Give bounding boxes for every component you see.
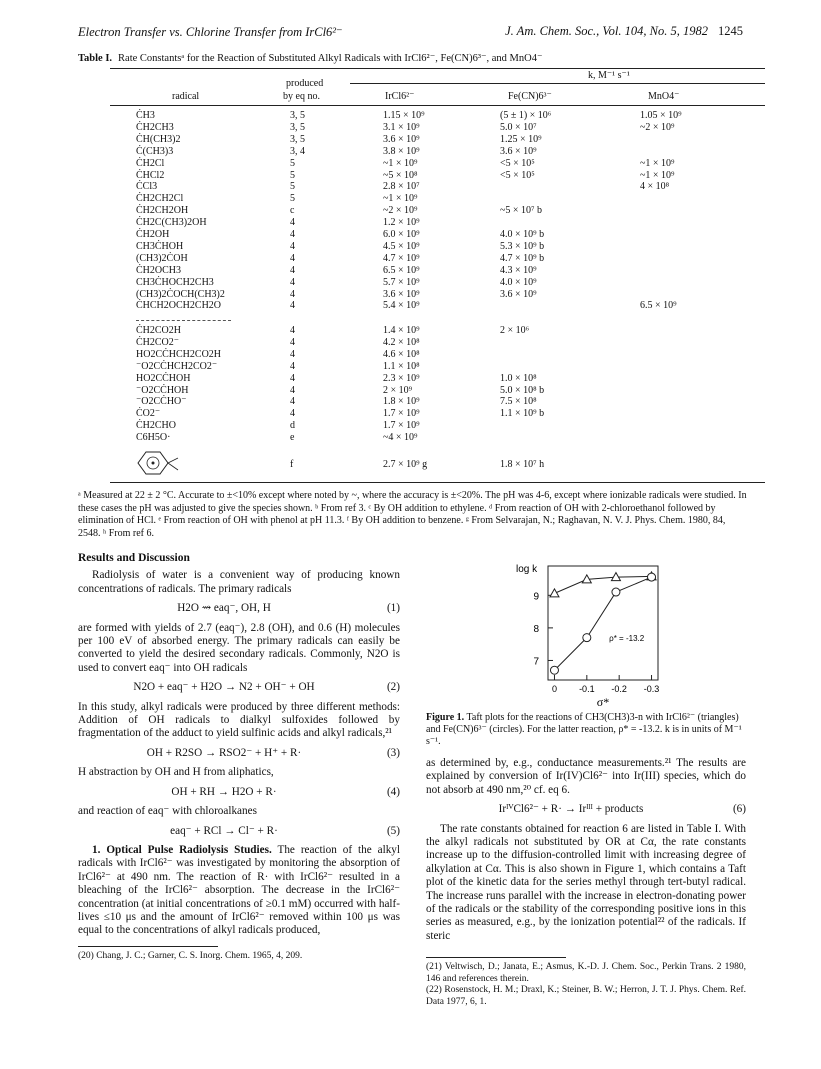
table-cell-eq: 5 <box>290 169 295 181</box>
table-cell-eq: 4 <box>290 384 295 396</box>
table-cell-eq: 4 <box>290 408 295 420</box>
rho-annotation: ρ* = -13.2 <box>609 633 645 643</box>
table-cell-fe: <5 × 10⁵ <box>500 157 535 169</box>
x-tick-label: 0 <box>551 684 557 694</box>
y-tick-label: 9 <box>533 591 539 603</box>
circle-point <box>612 588 620 596</box>
cyclohexadienyl-structure <box>130 448 182 478</box>
table-cell-radical: (CH3)2ĊOH <box>136 252 188 264</box>
produced-header: produced <box>286 78 324 89</box>
table-cell-fe: 4.3 × 10⁹ <box>500 264 537 276</box>
plot-frame <box>548 566 658 680</box>
x-axis-label: σ* <box>596 695 610 708</box>
table-cell-radical: ĊH2C(CH3)2OH <box>136 217 207 229</box>
y-axis-label: log k <box>516 564 538 575</box>
table-cell-ir: 4.6 × 10⁸ <box>383 348 420 360</box>
x-tick-label: -0.2 <box>611 684 627 694</box>
table-cell-eq: 4 <box>290 288 295 300</box>
table-cell-ir: 1.2 × 10⁹ <box>383 217 420 229</box>
table-cell-radical: ĊHCH2OCH2CH2O <box>136 300 222 312</box>
equation-1 <box>78 602 400 615</box>
running-header-right <box>505 24 743 39</box>
table-cell-eq: 4 <box>290 229 295 240</box>
table-cell-fe: 5.0 × 10⁷ <box>500 121 537 133</box>
cyclo-ir: 2.7 × 10⁹ g <box>383 459 428 470</box>
table-cell-mn: 4 × 10⁸ <box>640 181 670 193</box>
equation-text: IrᴵⱽCl6²⁻ + R· → Irᴵᴵᴵ + products <box>498 803 644 816</box>
table-cell-eq: 4 <box>290 252 295 264</box>
fecn6-header: Fe(CN)6³⁻ <box>508 91 552 102</box>
table-cell-ir: 6.0 × 10⁹ <box>383 229 420 240</box>
table-cell-radical: ĊH2Cl <box>136 157 165 169</box>
equation-3 <box>78 747 400 760</box>
table-cell-eq: c <box>290 205 295 217</box>
table-cell-eq: 4 <box>290 300 295 312</box>
equation-number: (2) <box>386 681 400 694</box>
table-cell-radical: CH3ĊHOH <box>136 240 184 252</box>
table-cell-eq: 5 <box>290 157 295 169</box>
table-cell-mn: 6.5 × 10⁹ <box>640 300 677 312</box>
paragraph <box>78 844 400 938</box>
table-cell-fe: 3.6 × 10⁹ <box>500 288 537 300</box>
reference-20: (20) Chang, J. C.; Garner, C. S. Inorg. Chem. 1965, 4, 209. <box>78 950 303 961</box>
table-cell-fe: 5.0 × 10⁸ b <box>500 384 545 396</box>
table-cell-eq: e <box>290 432 295 444</box>
y-tick-label: 8 <box>533 623 539 635</box>
table-cell-eq: 4 <box>290 240 295 252</box>
section-title: Results and Discussion <box>78 552 190 564</box>
table-cell-mn: ~1 × 10⁹ <box>640 169 675 181</box>
equation-4 <box>78 786 400 799</box>
table-cell-ir: 3.6 × 10⁹ <box>383 288 420 300</box>
figure-label: Figure 1. <box>426 712 465 723</box>
reference-21: (21) Veltwisch, D.; Janata, E.; Asmus, K.-D. J. Chem. Soc., Perkin Trans. 2 1980, 146 and references therein. <box>426 962 746 984</box>
left-column <box>78 552 400 962</box>
table-cell-radical: ĊH2OH <box>136 229 170 240</box>
table-cell-ir: ~4 × 10⁹ <box>383 432 418 444</box>
cyclo-eq: f <box>290 459 294 470</box>
table-cell-ir: 2.8 × 10⁷ <box>383 181 420 193</box>
reference-22: (22) Rosenstock, H. M.; Draxl, K.; Steiner, B. W.; Herron, J. T. J. Phys. Chem. Ref. Data 1977, 6, 1. <box>426 985 746 1007</box>
table-cell-ir: 2 × 10⁹ <box>383 384 413 396</box>
paragraph: as determined by, e.g., conductance measurements.²¹ The results are explained by conversion of Ir(IV)Cl6²⁻ into Ir(III) species, which do not absorb at 490 nm,²⁰ cf. eq 6. <box>426 757 746 796</box>
table-cell-fe: ~5 × 10⁷ b <box>500 205 543 217</box>
table-cell-eq: 4 <box>290 276 295 288</box>
table-cell-radical: ĊH2CH3 <box>136 121 174 133</box>
equation-number: (5) <box>386 824 400 837</box>
equation-5 <box>78 825 400 838</box>
triangle-series-line <box>554 576 651 593</box>
subsection-title: 1. Optical Pulse Radiolysis Studies. <box>92 843 272 856</box>
table-cell-eq: 4 <box>290 348 295 360</box>
table-cell-ir: 4.5 × 10⁹ <box>383 240 420 252</box>
units-header: k, M⁻¹ s⁻¹ <box>588 70 630 81</box>
paragraph: and reaction of eaq⁻ with chloroalkanes <box>78 805 257 818</box>
table-cell-ir: 1.4 × 10⁹ <box>383 325 420 336</box>
table-cell-eq: 3, 5 <box>290 133 305 145</box>
journal-citation: J. Am. Chem. Soc., Vol. 104, No. 5, 1982 <box>505 24 708 38</box>
table-cell-fe: 1.25 × 10⁹ <box>500 133 542 145</box>
table-cell-radical: ĊH2CH2Cl <box>136 193 184 205</box>
triangle-point <box>550 589 559 597</box>
table-cell-ir: 1.7 × 10⁹ <box>383 408 420 420</box>
table-cell-ir: 4.2 × 10⁸ <box>383 336 420 348</box>
table-cell-radical: ĊH(CH3)2 <box>136 133 181 145</box>
table-cell-ir: 1.15 × 10⁹ <box>383 110 425 121</box>
table-cell-ir: ~2 × 10⁹ <box>383 205 418 217</box>
table-cell-radical: CH3ĊHOCH2CH3 <box>136 276 214 288</box>
table-cell-fe: 1.0 × 10⁸ <box>500 372 537 384</box>
table-cell-radical: (CH3)2ĊOCH(CH3)2 <box>136 288 225 300</box>
x-tick-label: -0.3 <box>643 684 660 694</box>
table-cell-fe: <5 × 10⁵ <box>500 169 535 181</box>
table-cell-radical: C6H5O· <box>136 432 171 444</box>
units-rule <box>350 83 765 84</box>
paragraph: In this study, alkyl radicals were produced by three different methods: Addition of OH radicals to dialkyl sulfoxides followed by fragmentation of the adduct to yield sulfinic acids and alkyl radicals,²¹ <box>78 700 400 740</box>
table-cell-ir: 2.3 × 10⁹ <box>383 372 420 384</box>
equation-number: (3) <box>386 746 400 759</box>
table-cell-eq: 4 <box>290 336 295 348</box>
table-cell-fe: 7.5 × 10⁸ <box>500 396 537 408</box>
group-divider <box>136 320 231 321</box>
figure-caption <box>426 712 748 748</box>
table-cell-ir: 1.7 × 10⁹ <box>383 420 420 432</box>
header-bottom-rule <box>110 105 765 106</box>
table-cell-radical: Ċ(CH3)3 <box>136 145 174 157</box>
table-bottom-rule <box>110 482 765 483</box>
table-cell-fe: 2 × 10⁶ <box>500 325 530 336</box>
circle-point <box>648 573 656 581</box>
running-header-left: Electron Transfer vs. Chlorine Transfer from IrCl6²⁻ <box>78 25 343 39</box>
table-cell-radical: ĊHCl2 <box>136 169 165 181</box>
figure-caption-text: Taft plots for the reactions of CH3(CH3)3-n with IrCl6²⁻ (triangles) and Fe(CN)6³⁻ (circles). For the latter reaction, ρ* = -13.2. k is in units of M⁻¹ s⁻¹. <box>426 712 742 747</box>
table-cell-ir: 5.4 × 10⁹ <box>383 300 420 312</box>
table-cell-eq: 4 <box>290 360 295 372</box>
table-cell-radical: ĊH2CHO <box>136 420 177 432</box>
table-footnotes: ᵃ Measured at 22 ± 2 °C. Accurate to ±<10% except where noted by ~, where the accuracy is ±<20%. The pH was 4-6, except where ionizable radicals were studied. In these cases the pH was adjusted to give the species shown. ᵇ From ref 3. ᶜ By OH addition to ethylene. ᵈ From reaction of OH with 2-chloroethanol followed by elimination of HCl. ᵉ From reaction of OH with phenol at pH 11.3. ᶠ By OH addition to benzene. ᵍ From Selvarajan, N.; Raghavan, N. V. J. Phys. Chem. 1980, 84, 2548. ʰ From ref 6. <box>78 490 747 539</box>
paragraph: The rate constants obtained for reaction 6 are listed in Table I. With the alkyl radicals not substituted by OR at Cα, the rate constants increase up to the diffusion-controlled limit with increasing degree of alkylation at Cα. This is also shown in Figure 1, which contains a Taft plot of the kinetic data for the series methyl through tert-butyl radical. The increase runs parallel with the increase in electron-donating power of the radicals or the stability of the corresponding positive ions in this series as measured, e.g., by the ionization potential²² of the radicals. If steric <box>426 822 746 942</box>
table-cell-ir: ~1 × 10⁹ <box>383 193 418 205</box>
table-cell-radical: ĊH2CH2OH <box>136 205 189 217</box>
radical-header: radical <box>172 91 200 102</box>
table-cell-eq: 3, 5 <box>290 121 305 133</box>
table-cell-fe: (5 ± 1) × 10⁶ <box>500 110 552 121</box>
table-cell-mn: 1.05 × 10⁹ <box>640 110 682 121</box>
by-eq-header: by eq no. <box>283 91 320 102</box>
table-cell-eq: 4 <box>290 217 295 229</box>
table-cell-mn: ~1 × 10⁹ <box>640 157 675 169</box>
circle-point <box>550 666 558 674</box>
table-cell-eq: 4 <box>290 264 295 276</box>
equation-text: OH + R2SO → RSO2⁻ + H⁺ + R· <box>146 746 302 759</box>
table-cell-eq: 4 <box>290 372 295 384</box>
table-cell-fe: 4.7 × 10⁹ b <box>500 252 545 264</box>
footnote-rule <box>78 946 218 947</box>
equation-number: (1) <box>386 602 400 615</box>
paragraph-text: The reaction of the alkyl radicals with IrCl6²⁻ was investigated by monitoring the absorption of IrCl6²⁻ at 490 nm. The reaction of R· with IrCl6²⁻ resulted in a bleaching of the IrCl6²⁻ absorption. The decrease in the IrCl6²⁻ concentration (at initial concentrations of ≥0.1 mM) occurred with half-lives ≤10 μs and the amount of IrCl6²⁻ removed within 100 μs was equal to the concentrations of alkyl radicals produced, <box>78 843 400 937</box>
equation-text: N2O + eaq⁻ + H2O → N2 + OH⁻ + OH <box>133 681 315 694</box>
table-cell-eq: 5 <box>290 181 295 193</box>
circle-series-line <box>554 577 651 670</box>
equation-text: eaq⁻ + RCl → Cl⁻ + R· <box>170 824 278 837</box>
page-number: 1245 <box>718 24 743 38</box>
table-cell-radical: HO2CĊHCH2CO2H <box>136 348 222 360</box>
table-cell-radical: ĊH3 <box>136 110 155 121</box>
table-caption <box>78 52 758 64</box>
paragraph: Radiolysis of water is a convenient way of producing known concentrations of radicals. The primary radicals <box>78 569 400 595</box>
table-cell-eq: 3, 4 <box>290 145 305 157</box>
table-cell-fe: 4.0 × 10⁹ <box>500 276 537 288</box>
equation-number: (6) <box>732 803 746 816</box>
table-cell-radical: ⁻O2CĊHOH <box>136 384 189 396</box>
table-cell-ir: 6.5 × 10⁹ <box>383 264 420 276</box>
equation-text: H2O ⇝ eaq⁻, OH, H <box>177 602 271 615</box>
table-cell-eq: d <box>290 420 295 432</box>
y-tick-label: 7 <box>533 656 539 668</box>
right-column <box>426 757 746 1008</box>
mno4-header: MnO4⁻ <box>648 91 680 102</box>
table-caption-text: Rate Constantsᵃ for the Reaction of Substituted Alkyl Radicals with IrCl6²⁻, Fe(CN)6³⁻, and MnO4⁻ <box>118 53 543 64</box>
table-cell-radical: ĊH2CO2H <box>136 325 182 336</box>
table-cell-ir: 3.1 × 10⁹ <box>383 121 420 133</box>
table-cell-ir: 3.6 × 10⁹ <box>383 133 420 145</box>
table-cell-radical: ĊH2OCH3 <box>136 264 182 276</box>
table-cell-ir: 1.8 × 10⁹ <box>383 396 420 408</box>
table-cell-radical: ĊCl3 <box>136 181 158 193</box>
table-cell-eq: 4 <box>290 325 295 336</box>
table-cell-radical: ĊH2CO2⁻ <box>136 336 180 348</box>
table-cell-mn: ~2 × 10⁹ <box>640 121 675 133</box>
table-cell-ir: ~5 × 10⁸ <box>383 169 418 181</box>
circle-point <box>583 634 591 642</box>
equation-2 <box>78 681 400 694</box>
equation-text: OH + RH → H2O + R· <box>171 785 277 798</box>
table-cell-fe: 5.3 × 10⁹ b <box>500 240 545 252</box>
table-cell-fe: 4.0 × 10⁹ b <box>500 229 545 240</box>
table-cell-ir: ~1 × 10⁹ <box>383 157 418 169</box>
ircl6-header: IrCl6²⁻ <box>385 91 415 102</box>
table-cell-radical: ⁻O2CĊHCH2CO2⁻ <box>136 360 218 372</box>
table-cell-ir: 4.7 × 10⁹ <box>383 252 420 264</box>
table-label: Table I. <box>78 53 113 64</box>
taft-plot <box>508 558 668 708</box>
table-cell-ir: 5.7 × 10⁹ <box>383 276 420 288</box>
equation-6 <box>426 803 746 816</box>
cyclo-fe: 1.8 × 10⁷ h <box>500 459 545 470</box>
table-top-rule <box>110 68 765 69</box>
table-cell-radical: HO2CĊHOH <box>136 372 191 384</box>
footnote-rule <box>426 957 566 958</box>
equation-number: (4) <box>386 785 400 798</box>
table-cell-eq: 5 <box>290 193 295 205</box>
table-cell-eq: 4 <box>290 396 295 408</box>
paragraph: are formed with yields of 2.7 (eaq⁻), 2.8 (OH), and 0.6 (H) molecules per 100 eV of absorbed energy. The primary radicals can easily be converted to yield the desired secondary radicals. Commonly, N2O is used to convert eaq⁻ into OH radicals <box>78 621 400 674</box>
table-cell-radical: ⁻O2CĊHO⁻ <box>136 396 187 408</box>
table-cell-fe: 1.1 × 10⁹ b <box>500 408 545 420</box>
table-cell-eq: 3, 5 <box>290 110 305 121</box>
paragraph: H abstraction by OH and H from aliphatics, <box>78 766 274 779</box>
table-cell-ir: 1.1 × 10⁸ <box>383 360 420 372</box>
table-cell-fe: 3.6 × 10⁹ <box>500 145 537 157</box>
x-tick-label: -0.1 <box>579 684 595 694</box>
table-cell-ir: 3.8 × 10⁹ <box>383 145 420 157</box>
table-cell-radical: ĊO2⁻ <box>136 408 161 420</box>
